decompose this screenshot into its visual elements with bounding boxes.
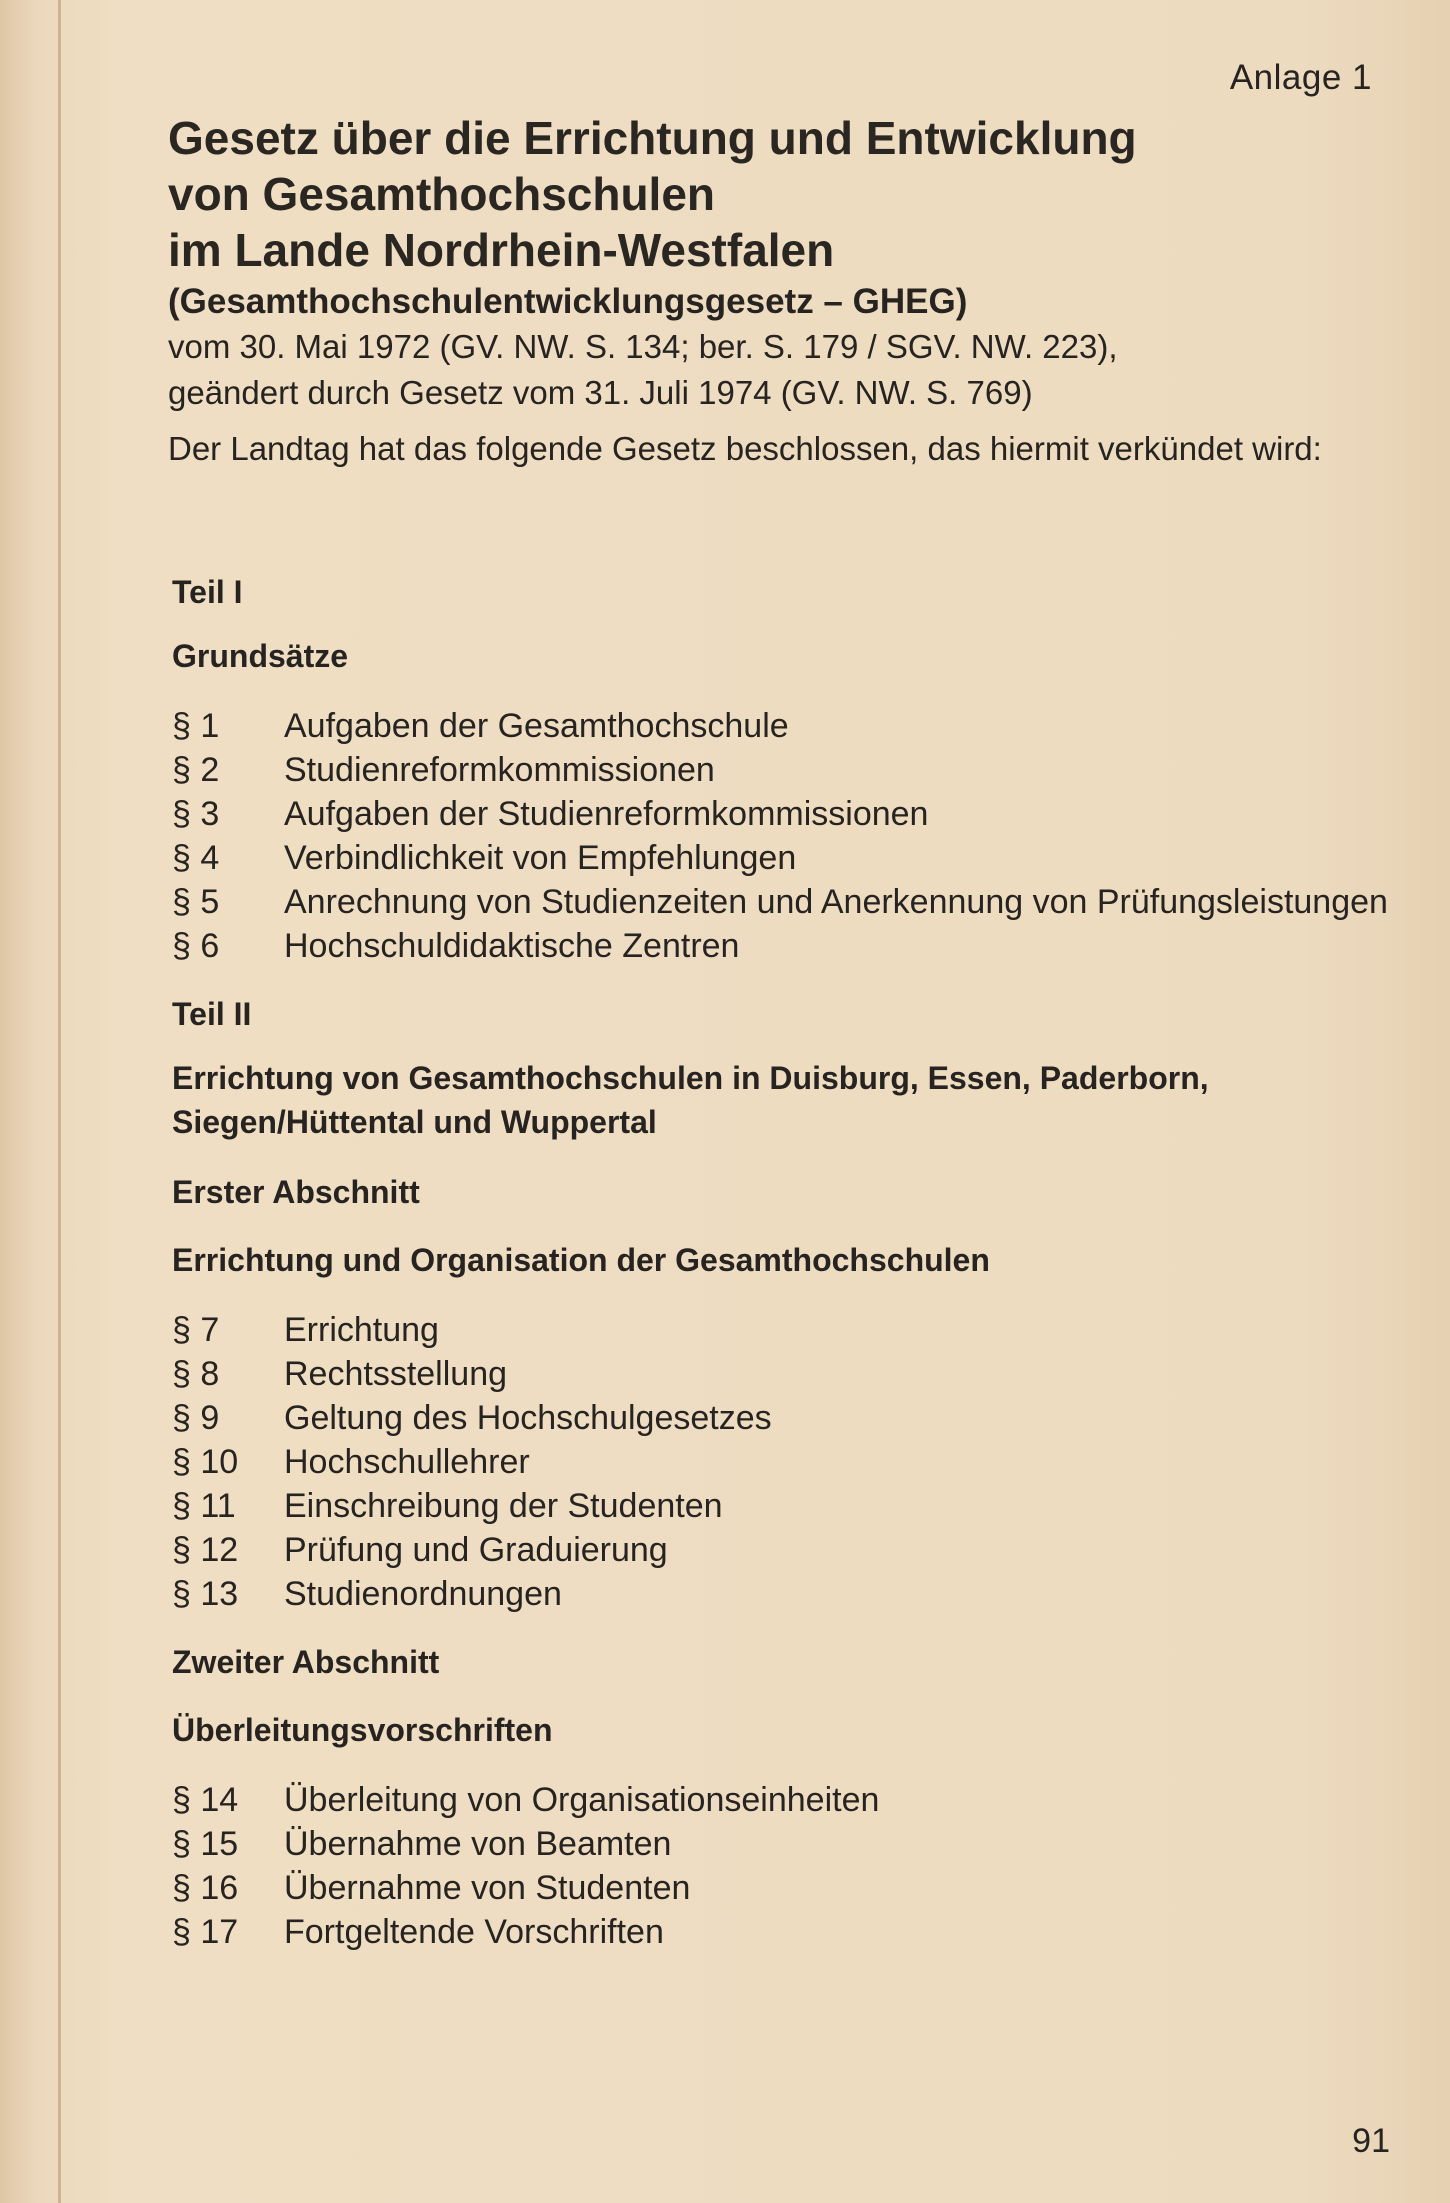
title-block	[168, 110, 1368, 472]
section-number: § 8	[172, 1355, 220, 1393]
toc-entry	[172, 1396, 1402, 1440]
section-title: Übernahme von Studenten	[284, 1869, 691, 1907]
section-number: § 14	[172, 1781, 239, 1819]
law-metadata	[168, 324, 1368, 416]
section-number: § 12	[172, 1531, 239, 1569]
toc-entry	[172, 704, 1402, 748]
part-heading: Teil I	[172, 574, 243, 610]
toc-entry	[172, 1440, 1402, 1484]
section-title: Verbindlichkeit von Empfehlungen	[284, 839, 797, 877]
toc-entry	[172, 1528, 1402, 1572]
section-number: § 5	[172, 883, 220, 921]
toc-entry	[172, 1866, 1402, 1910]
toc-entry	[172, 1822, 1402, 1866]
law-amendment: geändert durch Gesetz vom 31. Juli 1974 (GV. NW. S. 769)	[168, 374, 1033, 411]
section-number: § 16	[172, 1869, 239, 1907]
section-title: Rechtsstellung	[284, 1355, 508, 1393]
toc-entry	[172, 1778, 1402, 1822]
law-title	[168, 110, 1368, 278]
section-number: § 2	[172, 751, 220, 789]
section-title: Hochschullehrer	[284, 1443, 530, 1481]
law-title-line: im Lande Nordrhein-Westfalen	[168, 224, 835, 276]
section-number: § 10	[172, 1443, 239, 1481]
section-title: Anrechnung von Studienzeiten und Anerkennung von Prüfungsleistungen	[284, 883, 1388, 921]
toc-entry	[172, 792, 1402, 836]
section-subheading: Überleitungsvorschriften	[172, 1712, 553, 1748]
section-subheading: Errichtung und Organisation der Gesamthochschulen	[172, 1242, 990, 1278]
toc-entry	[172, 748, 1402, 792]
section-title: Übernahme von Beamten	[284, 1825, 672, 1863]
section-title: Hochschuldidaktische Zentren	[284, 927, 740, 965]
section-number: § 11	[172, 1487, 236, 1525]
enactment-clause: Der Landtag hat das folgende Gesetz beschlossen, das hiermit verkündet wird:	[168, 430, 1322, 467]
section-heading: Zweiter Abschnitt	[172, 1644, 440, 1680]
section-title: Einschreibung der Studenten	[284, 1487, 723, 1525]
section-title: Geltung des Hochschulgesetzes	[284, 1399, 772, 1437]
law-date: vom 30. Mai 1972 (GV. NW. S. 134; ber. S. 179 / SGV. NW. 223),	[168, 328, 1118, 365]
section-title: Aufgaben der Studienreformkommissionen	[284, 795, 929, 833]
toc-list-teil1	[172, 704, 1402, 968]
page-number: 91	[1352, 2122, 1390, 2160]
section-heading: Erster Abschnitt	[172, 1174, 420, 1210]
annex-label: Anlage 1	[1229, 58, 1372, 97]
part-subheading: Grundsätze	[172, 638, 349, 674]
law-short-title: (Gesamthochschulentwicklungsgesetz – GHEG)	[168, 282, 968, 321]
law-title-line: Gesetz über die Errichtung und Entwicklung	[168, 112, 1137, 164]
section-title: Errichtung	[284, 1311, 439, 1349]
section-title: Fortgeltende Vorschriften	[284, 1913, 664, 1951]
toc-entry	[172, 1910, 1402, 1954]
section-number: § 1	[172, 707, 220, 745]
part-heading: Teil II	[172, 996, 252, 1032]
section-title: Prüfung und Graduierung	[284, 1531, 668, 1569]
toc-entry	[172, 924, 1402, 968]
book-spine-edge	[58, 0, 61, 2203]
toc-entry	[172, 1484, 1402, 1528]
section-title: Studienreformkommissionen	[284, 751, 715, 789]
section-title: Studienordnungen	[284, 1575, 562, 1613]
section-number: § 7	[172, 1311, 220, 1349]
toc-list-abschnitt1	[172, 1308, 1402, 1616]
table-of-contents	[172, 570, 1402, 1954]
section-number: § 3	[172, 795, 220, 833]
toc-entry	[172, 880, 1402, 924]
section-title: Aufgaben der Gesamthochschule	[284, 707, 789, 745]
part-subheading: Errichtung von Gesamthochschulen in Duisburg, Essen, Paderborn, Siegen/Hüttental und Wuppertal	[172, 1060, 1209, 1140]
section-number: § 17	[172, 1913, 239, 1951]
toc-entry	[172, 1352, 1402, 1396]
toc-entry	[172, 1308, 1402, 1352]
section-number: § 15	[172, 1825, 239, 1863]
section-number: § 13	[172, 1575, 239, 1613]
section-title: Überleitung von Organisationseinheiten	[284, 1781, 880, 1819]
toc-entry	[172, 836, 1402, 880]
toc-list-abschnitt2	[172, 1778, 1402, 1954]
law-title-line: von Gesamthochschulen	[168, 168, 716, 220]
section-number: § 4	[172, 839, 220, 877]
section-number: § 9	[172, 1399, 220, 1437]
section-number: § 6	[172, 927, 220, 965]
toc-entry	[172, 1572, 1402, 1616]
